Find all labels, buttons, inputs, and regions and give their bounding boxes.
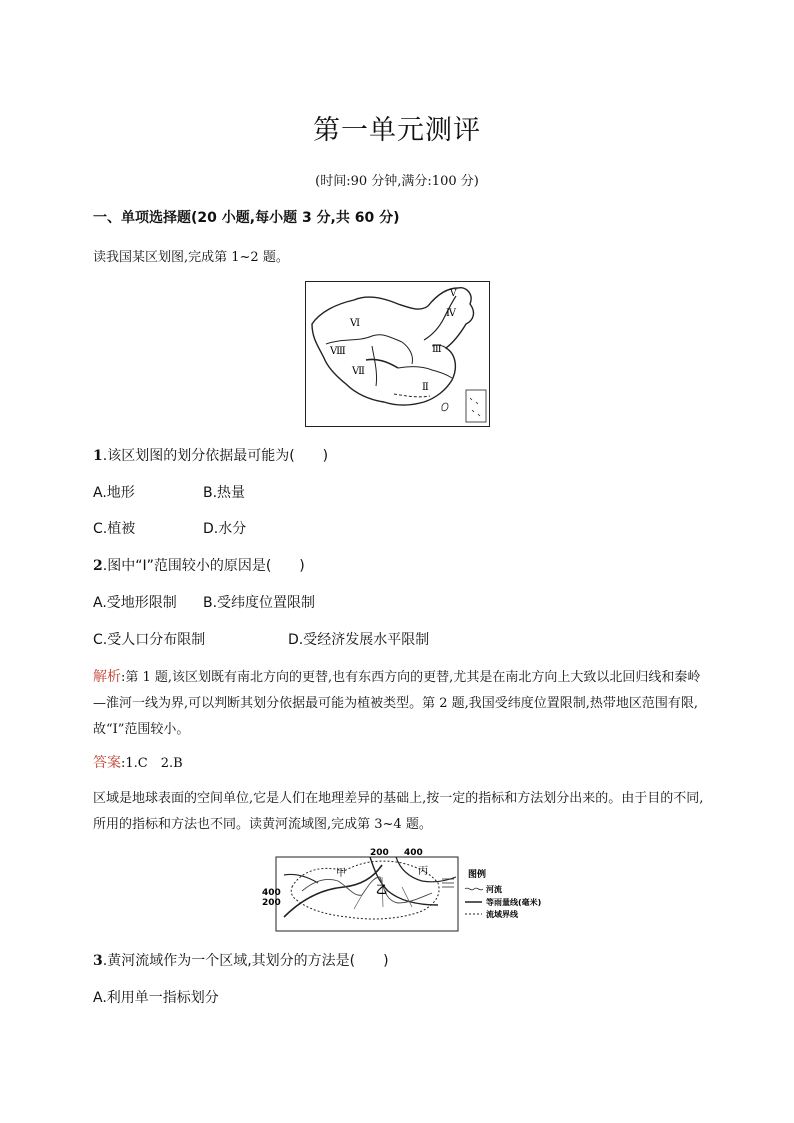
- q3-option-a: A.利用单一指标划分: [93, 990, 219, 1006]
- analysis-paragraph: 解析:第 1 题,该区划既有南北方向的更替,也有东西方向的更替,尤其是在南北方向上大致以北回归线和秦岭—淮河一线为界,可以判断其划分依据最可能为植被类型。第 2 题,我国受纬度位置限制,热带地区范围有限,故“Ⅰ”范围较小。: [93, 669, 701, 737]
- answer-label: 答案: [93, 755, 121, 771]
- section-heading: 一、单项选择题(20 小题,每小题 3 分,共 60 分): [93, 210, 400, 226]
- q1-option-c: C.植被: [93, 521, 136, 537]
- contour-label-400-left: 400: [262, 888, 281, 898]
- contour-label-400-top: 400: [404, 848, 423, 858]
- legend-river-icon: [465, 888, 483, 890]
- china-map-drawing: [306, 282, 489, 426]
- region-label-4: Ⅳ: [446, 308, 456, 319]
- region-yi: 乙: [376, 883, 387, 896]
- region-label-5: Ⅴ: [450, 289, 457, 299]
- question-1: 1.该区划图的划分依据最可能为( ): [93, 448, 329, 464]
- q2-option-d: D.受经济发展水平限制: [288, 632, 430, 648]
- page-title: 第一单元测评: [313, 115, 481, 146]
- basin-map-drawing: [262, 847, 542, 933]
- region-label-2: Ⅱ: [422, 382, 429, 393]
- q2-option-b: B.受纬度位置限制: [203, 595, 316, 611]
- intro-text-1: 读我国某区划图,完成第 1~2 题。: [93, 250, 289, 265]
- q2-option-a: A.受地形限制: [93, 595, 177, 611]
- legend-isohyet: 等雨量线(毫米): [486, 898, 542, 907]
- q1-option-a: A.地形: [93, 485, 135, 501]
- q2-option-c: C.受人口分布限制: [93, 632, 206, 648]
- region-label-3: Ⅲ: [432, 344, 442, 355]
- q1-option-b: B.热量: [203, 485, 246, 501]
- question-2: 2.图中“Ⅰ”范围较小的原因是( ): [93, 558, 305, 574]
- answer-line: 答案:1.C 2.B: [93, 755, 183, 771]
- region-bing: 丙: [418, 866, 428, 877]
- region-label-8: Ⅷ: [330, 346, 346, 357]
- exam-info: (时间:90 分钟,满分:100 分): [315, 174, 479, 189]
- legend-boundary: 流域界线: [486, 910, 518, 919]
- q1-option-d: D.水分: [203, 521, 247, 537]
- question-3: 3.黄河流域作为一个区域,其划分的方法是( ): [93, 953, 389, 969]
- legend-river: 河流: [486, 885, 502, 894]
- legend-title: 图例: [468, 870, 487, 880]
- china-region-map: [305, 281, 490, 427]
- contour-label-200-left: 200: [262, 898, 281, 908]
- region-jia: 甲: [336, 868, 346, 879]
- region-label-6: Ⅵ: [350, 318, 361, 329]
- region-label-7: Ⅶ: [352, 366, 365, 377]
- intro-text-2: 区域是地球表面的空间单位,它是人们在地理差异的基础上,按一定的指标和方法划分出来的。由于目的不同,所用的指标和方法也不同。读黄河流域图,完成第 3~4 题。: [93, 791, 704, 832]
- yellow-river-basin-map: [262, 847, 542, 933]
- analysis-label: 解析: [93, 669, 121, 685]
- contour-label-200-top: 200: [370, 848, 389, 858]
